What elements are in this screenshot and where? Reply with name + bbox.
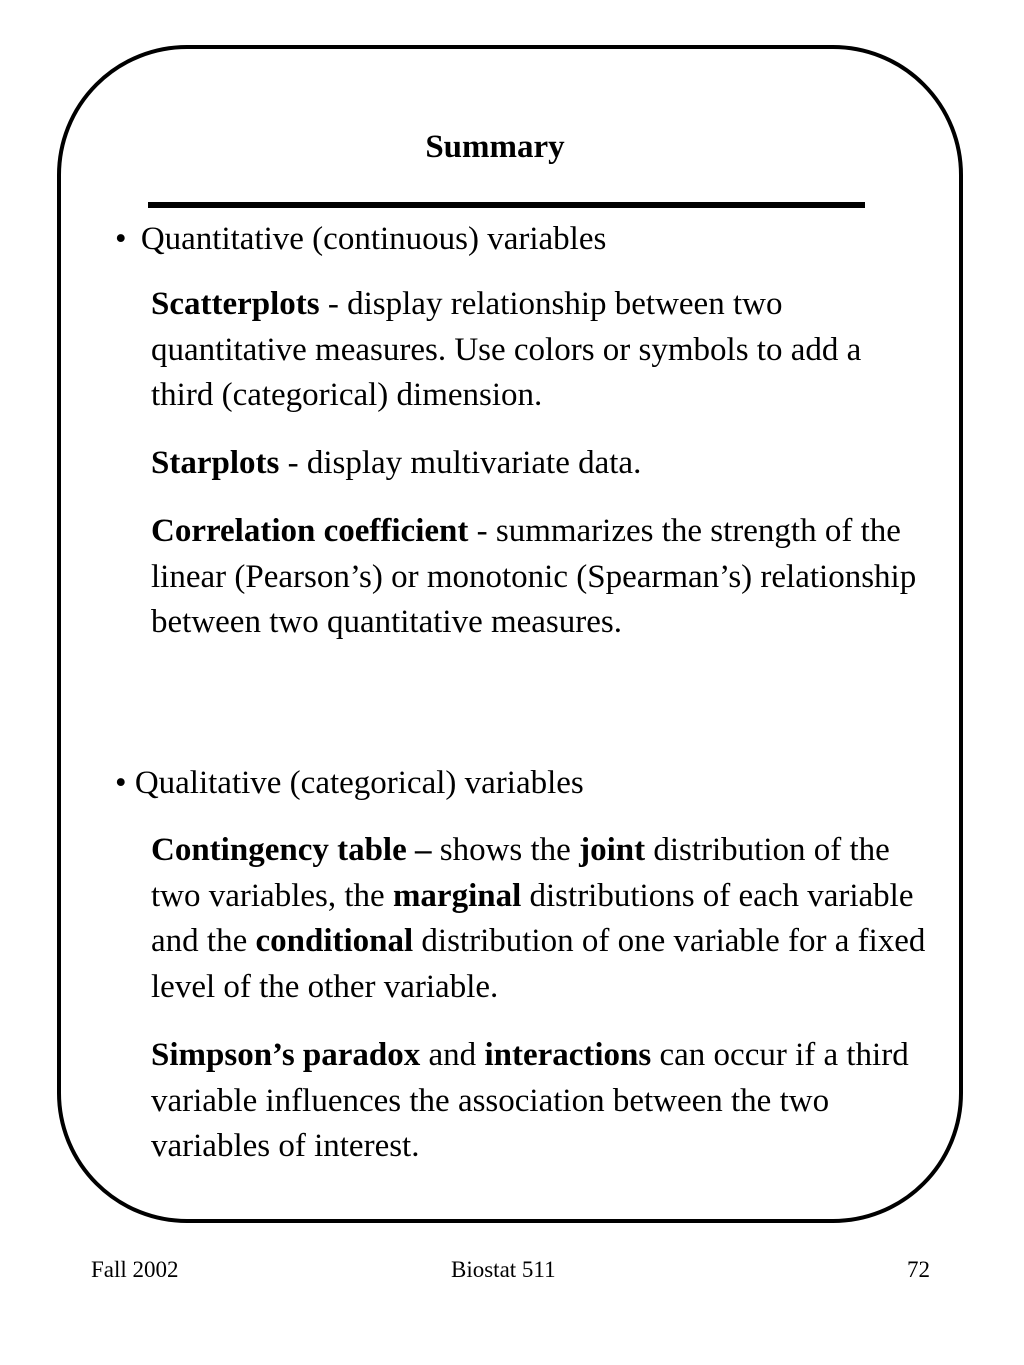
term-interactions: interactions <box>484 1037 652 1073</box>
footer-course: Biostat 511 <box>451 1257 556 1282</box>
desc-contingency-2: distribution of the two variables, the <box>151 832 890 914</box>
bullet-dot: • <box>115 221 127 257</box>
term-joint: joint <box>579 832 646 868</box>
term-correlation: Correlation coefficient <box>151 513 469 549</box>
desc-contingency-3: distributions of each variable and the <box>151 877 914 959</box>
term-simpsons-paradox: Simpson’s paradox <box>151 1037 421 1073</box>
desc-scatterplots: - display relationship between two quantitative measures. Use colors or symbols to add a third (categorical) dimension. <box>151 286 862 413</box>
term-contingency: Contingency table – <box>151 832 432 868</box>
slide-title: Summary <box>425 129 565 165</box>
paragraph-simpsons <box>151 1033 931 1170</box>
section-heading-quantitative: Quantitative (continuous) variables <box>140 221 607 257</box>
term-starplots: Starplots <box>151 445 280 481</box>
section-heading-qualitative: Qualitative (categorical) variables <box>134 765 584 801</box>
bullet-dot: • <box>115 765 127 801</box>
desc-contingency-1: shows the <box>431 832 580 868</box>
term-scatterplots: Scatterplots <box>151 286 320 322</box>
footer-date: Fall 2002 <box>91 1257 179 1282</box>
term-marginal: marginal <box>392 877 522 914</box>
bullet-quantitative <box>115 219 606 259</box>
desc-correlation: - summarizes the strength of the linear (Pearson’s) or monotonic (Spearman’s) relationship between two quantitative measures. <box>151 513 917 640</box>
term-conditional: conditional <box>255 923 414 959</box>
paragraph-scatterplots <box>151 282 931 419</box>
desc-simpsons-2: can occur if a third variable influences the association between the two variables of interest. <box>151 1037 909 1164</box>
title-divider <box>148 202 865 208</box>
paragraph-starplots <box>151 441 931 487</box>
footer-page-number: 72 <box>907 1257 930 1282</box>
bullet-qualitative <box>115 763 584 803</box>
desc-simpsons-1: and <box>420 1037 485 1073</box>
paragraph-correlation <box>151 509 931 646</box>
paragraph-contingency <box>151 828 931 1010</box>
desc-starplots: - display multivariate data. <box>279 445 642 481</box>
desc-contingency-4: distribution of one variable for a fixed level of the other variable. <box>151 923 926 1005</box>
